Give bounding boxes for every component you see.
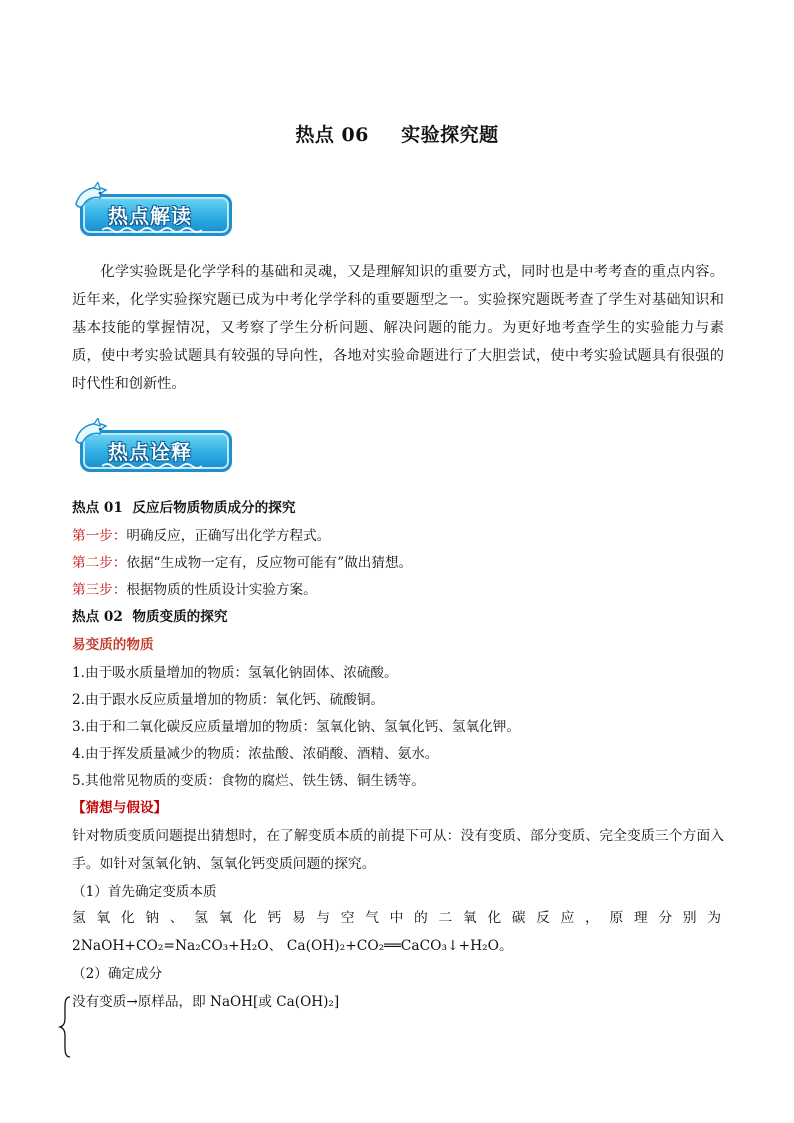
step-1-label: 第一步： xyxy=(72,528,127,544)
list-item: 1.由于吸水质量增加的物质：氢氧化钠固体、浓硫酸。 xyxy=(72,665,398,681)
equation-separator: 、 xyxy=(268,938,283,954)
step-determine-essence: （1）首先确定变质本质 xyxy=(72,884,217,900)
hotspot-02-text: 物质变质的探究 xyxy=(132,609,228,625)
banner-hotspot-explanation xyxy=(72,418,240,478)
hotspot-02-label: 热点 02 xyxy=(72,609,123,625)
left-brace-icon xyxy=(58,996,72,1058)
step-determine-composition: （2）确定成分 xyxy=(72,966,163,982)
step-3-text: 根据物质的性质设计实验方案。 xyxy=(126,582,317,598)
sub-heading: 易变质的物质 xyxy=(72,637,154,653)
hotspot-01-text: 反应后物质物质成分的探究 xyxy=(132,500,296,516)
intro-text: 化学实验既是化学学科的基础和灵魂，又是理解知识的重要方式，同时也是中考考查的重点内容。近年来，化学实验探究题已成为中考化学学科的重要题型之一。实验探究题既考查了学生对基础知识和基本技能的掌握情况，又考察了学生分析问题、解决问题的能力。为更好地考查学生的实验能力与素质，使中考实验试题具有较强的导向性，各地对实验命题进行了大胆尝试，使中考实验试题具有很强的时代性和创新性。 xyxy=(72,264,724,392)
list-item: 2.由于跟水反应质量增加的物质：氧化钙、硫酸铜。 xyxy=(72,692,385,708)
hotspot-02-heading xyxy=(72,607,227,627)
title-prefix: 热点 xyxy=(295,124,335,146)
banner-hotspot-reading xyxy=(72,182,240,242)
reaction-paragraph xyxy=(72,904,724,960)
hotspot-01-label: 热点 01 xyxy=(72,500,123,516)
step-1-text: 明确反应，正确写出化学方程式。 xyxy=(126,528,331,544)
list-item: 4.由于挥发质量减少的物质：浓盐酸、浓硝酸、酒精、氨水。 xyxy=(72,746,439,762)
banner-label: 热点诠释 xyxy=(108,440,192,464)
step-2-label: 第二步： xyxy=(72,555,127,571)
list-item: 5.其他常见物质的变质：食物的腐烂、铁生锈、铜生锈等。 xyxy=(72,773,425,789)
step-2-text: 依据“生成物一定有，反应物可能有”做出猜想。 xyxy=(126,555,413,571)
guess-paragraph: 针对物质变质问题提出猜想时，在了解变质本质的前提下可从：没有变质、部分变质、完全变质三个方面入手。如针对氢氧化钠、氢氧化钙变质问题的探究。 xyxy=(72,828,724,872)
wave-icon xyxy=(102,226,202,234)
dolphin-icon xyxy=(72,418,112,454)
step-3-label: 第三步： xyxy=(72,582,127,598)
page-title xyxy=(0,120,794,147)
banner-label: 热点解读 xyxy=(108,204,192,228)
wave-icon xyxy=(102,462,202,470)
step-2 xyxy=(72,553,412,573)
dolphin-icon xyxy=(72,182,112,218)
step-3 xyxy=(72,580,317,600)
title-text: 实验探究题 xyxy=(401,124,499,146)
no-change-line: 没有变质→原样品，即 NaOH[或 Ca(OH)₂] xyxy=(72,994,340,1010)
intro-paragraph xyxy=(72,258,724,398)
hotspot-01-heading xyxy=(72,498,295,518)
equation-naoh: 2NaOH+CO₂=Na₂CO₃+H₂O xyxy=(72,938,269,954)
equation-caoh2: Ca(OH)₂+CO₂══CaCO₃↓+H₂O。 xyxy=(286,938,513,954)
guess-heading: 【猜想与假设】 xyxy=(72,800,168,816)
title-number: 06 xyxy=(341,124,369,146)
reaction-intro: 氢氧化钠、氢氧化钙易与空气中的二氧化碳反应，原理分别为 xyxy=(72,910,724,926)
step-1 xyxy=(72,526,330,546)
list-item: 3.由于和二氧化碳反应质量增加的物质：氢氧化钠、氢氧化钙、氢氧化钾。 xyxy=(72,719,520,735)
